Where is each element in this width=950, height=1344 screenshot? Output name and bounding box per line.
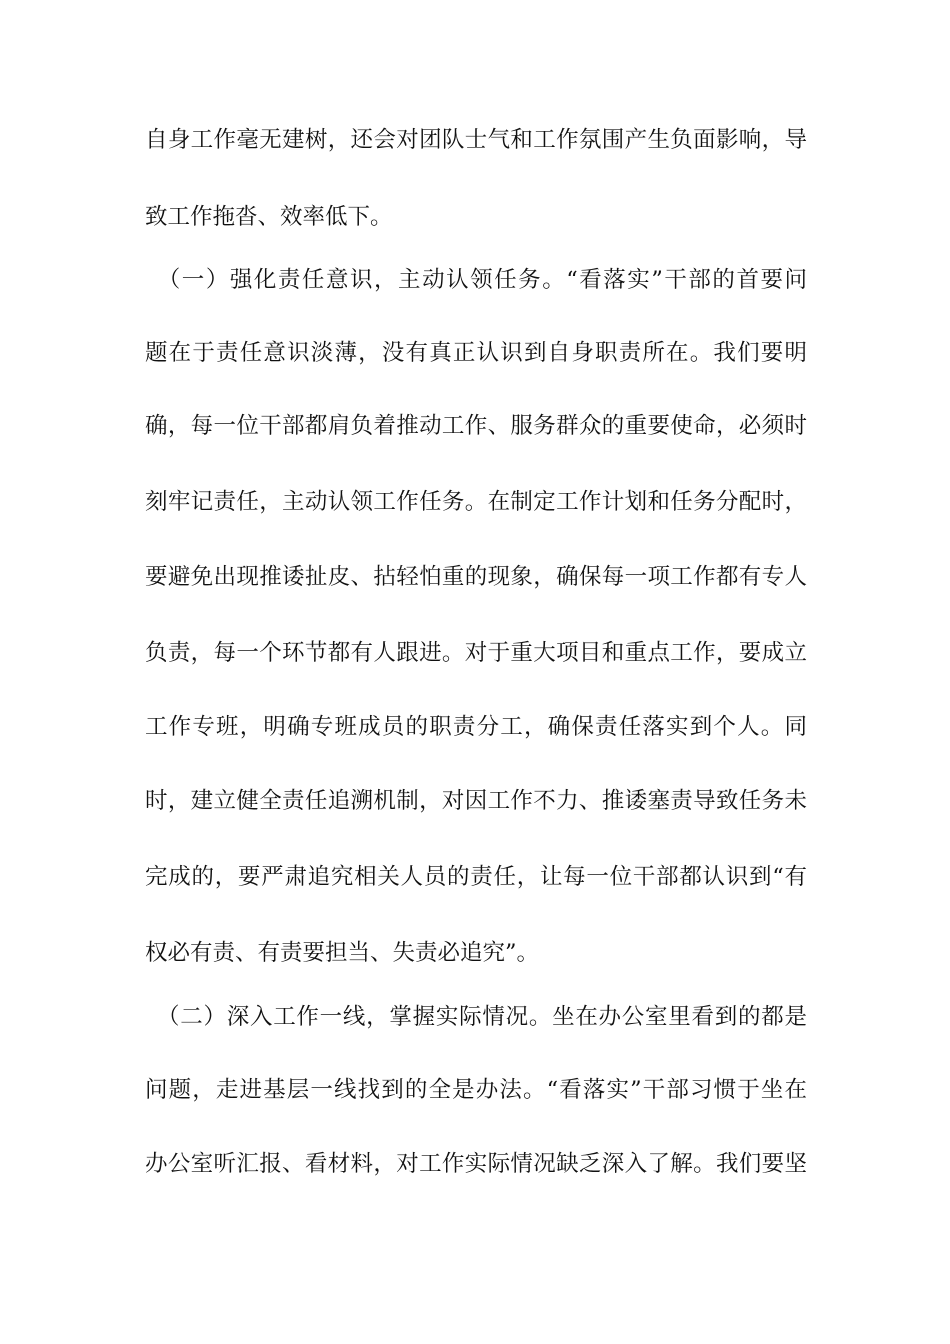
text-line: 题在于责任意识淡薄，没有真正认识到自身职责所在。我们要明: [145, 340, 807, 366]
text-line-paragraph-start: （二）深入工作一线，掌握实际情况。坐在办公室里看到的都是: [145, 1004, 807, 1030]
text-line: 要避免出现推诿扯皮、拈轻怕重的现象，确保每一项工作都有专人: [145, 564, 807, 590]
text-line: 问题，走进基层一线找到的全是办法。“看落实”干部习惯于坐在: [145, 1077, 807, 1103]
text-line: 自身工作毫无建树，还会对团队士气和工作氛围产生负面影响，导: [145, 127, 807, 153]
text-line: 办公室听汇报、看材料，对工作实际情况缺乏深入了解。我们要坚: [145, 1151, 807, 1177]
text-line-paragraph-start: （一）强化责任意识，主动认领任务。“看落实”干部的首要问: [145, 267, 807, 293]
text-line: 时，建立健全责任追溯机制，对因工作不力、推诿塞责导致任务未: [145, 788, 807, 814]
text-line: 刻牢记责任，主动认领工作任务。在制定工作计划和任务分配时，: [145, 489, 807, 515]
text-line: 确，每一位干部都肩负着推动工作、服务群众的重要使命，必须时: [145, 413, 807, 439]
text-line: 工作专班，明确专班成员的职责分工，确保责任落实到个人。同: [145, 714, 807, 740]
text-line: 权必有责、有责要担当、失责必追究”。: [145, 940, 540, 966]
text-line: 负责，每一个环节都有人跟进。对于重大项目和重点工作，要成立: [145, 640, 807, 666]
text-line: 完成的，要严肃追究相关人员的责任，让每一位干部都认识到“有: [145, 864, 807, 890]
text-line: 致工作拖沓、效率低下。: [145, 204, 393, 230]
